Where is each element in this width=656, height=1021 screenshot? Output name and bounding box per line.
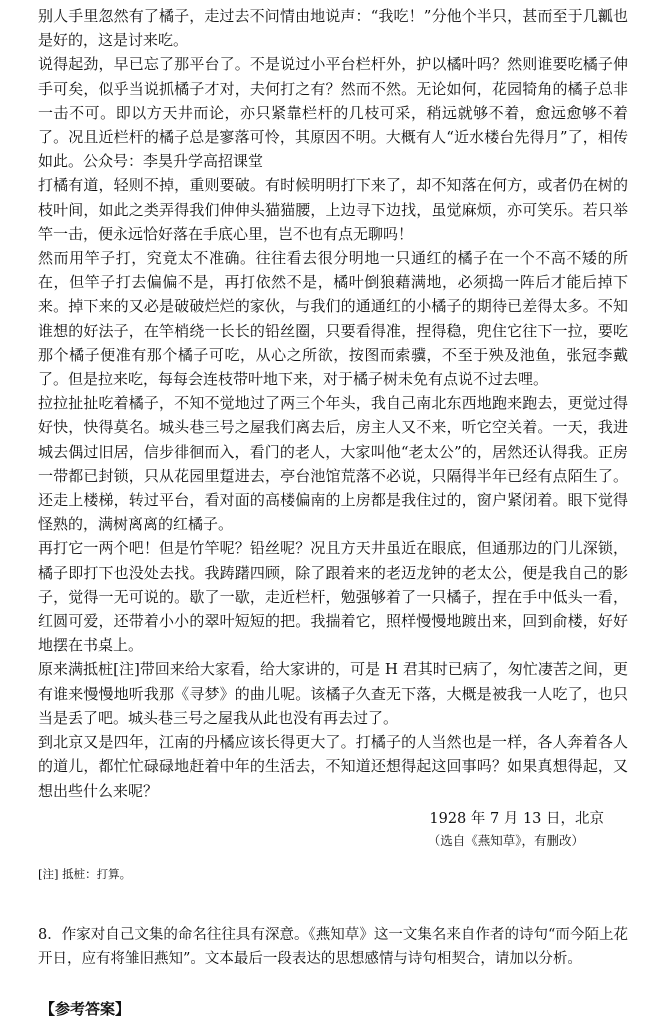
signature-date-place: 1928 年 7 月 13 日，北京 xyxy=(429,810,604,827)
paragraph-2: 说得起劲，早已忘了那平台了。不是说过小平台栏杆外，护以橘叶吗？然则谁要吃橘子伸手可矣，似乎当说抓橘子才对，夫何打之有？然而不然。无论如何，花园犄角的橘子总非一击不可。即以方天井而论，亦只紧靠栏杆的几枝可采，稍远就够不着，愈远愈够不着了。况且近栏杆的橘子总是寥落可怜，其原因不明。大概有人“近水楼台先得月”了，相传如此。公众号：李昊升学高招课堂 xyxy=(38,55,628,171)
source-citation: （选自《燕知草》，有删改） xyxy=(427,832,584,848)
question-8: 8．作家对自己文集的命名往往具有深意。《燕知草》这一文集名来自作者的诗句“而今陌上花开日，应有将雏旧燕知”。文本最后一段表达的思想感情与诗句相契合，请加以分析。 xyxy=(38,926,628,967)
paragraph-3: 打橘有道，轻则不掉，重则要破。有时候明明打下来了，却不知落在何方，或者仍在树的枝叶间，如此之类弄得我们伸伸头猫猫腰，上边寻下边找，虽觉麻烦，亦可笑乐。若只举竿一击，便永远恰好落在手底心里，岂不也有点无聊吗！ xyxy=(38,176,628,243)
paragraph-6: 再打它一两个吧！但是竹竿呢？铅丝呢？况且方天井虽近在眼底，但通那边的门儿深锁，橘子即打下也没处去找。我踌躇四顾，除了跟着来的老迈龙钟的老太公，便是我自己的影子，觉得一无可说的。歇了一歇，走近栏杆，勉强够着了一只橘子，捏在手中低头一看，红圆可爱，还带着小小的翠叶短短的把。我揣着它，照样慢慢地踱出来，回到俞楼，好好地摆在书桌上。 xyxy=(38,539,628,655)
paragraph-7: 原来满抵桩[注]带回来给大家看，给大家讲的，可是 H 君其时已病了，匆忙凄苦之间，更有谁来慢慢地听我那《寻梦》的曲儿呢。该橘子久查无下落，大概是被我一人吃了，也只当是丢了吧。城头巷三号之屋我从此也没有再去过了。 xyxy=(38,660,628,727)
answer-heading: 【参考答案】 xyxy=(40,999,131,1018)
footnote: [注] 抵桩：打算。 xyxy=(38,866,132,881)
paragraph-8: 到北京又是四年，江南的丹橘应该长得更大了。打橘子的人当然也是一样，各人奔着各人的道儿，都忙忙碌碌地赶着中年的生活去，不知道还想得起这回事吗？如果真想得起，又想出些什么来呢？ xyxy=(38,733,628,800)
paragraph-4: 然而用竿子打，究竟太不准确。往往看去很分明地一只通红的橘子在一个不高不矮的所在，但竿子打去偏偏不是，再打依然不是，橘叶倒狼藉满地，必须捣一阵后才能后掉下来。掉下来的又必是破破烂烂的家伙，与我们的通通红的小橘子的期待已差得太多。不知谁想的好法子，在竿梢绕一长长的铅丝圈，只要看得准，捏得稳，兜住它往下一拉，要吃那个橘子便准有那个橘子可吃，从心之所欲，按图而索骥，不至于殃及池鱼，张冠李戴了。但是拉来吃，每每会连枝带叶地下来，对于橘子树未免有点说不过去哩。 xyxy=(38,249,628,389)
document-page xyxy=(38,4,628,1021)
paragraph-1: 别人手里忽然有了橘子，走过去不问情由地说声：“我吃！”分他个半只，甚而至于几瓤也是好的，这是讨来吃。 xyxy=(38,7,628,50)
paragraph-5: 拉拉扯扯吃着橘子，不知不觉地过了两三个年头，我自己南北东西地跑来跑去，更觉过得好快，快得莫名。城头巷三号之屋我们离去后，房主人又不来，听它空关着。一天，我进城去偶过旧居，信步徘徊而入，看门的老人，大家叫他“老太公”的，居然还认得我。正房一带都已封锁，只从花园里踅进去，亭台池馆荒落不必说，只隔得半年已经有点陌生了。还走上楼梯，转过平台，看对面的高楼偏南的上房都是我住过的，窗户紧闭着。眼下觉得怪熟的，满树离离的红橘子。 xyxy=(38,394,628,534)
